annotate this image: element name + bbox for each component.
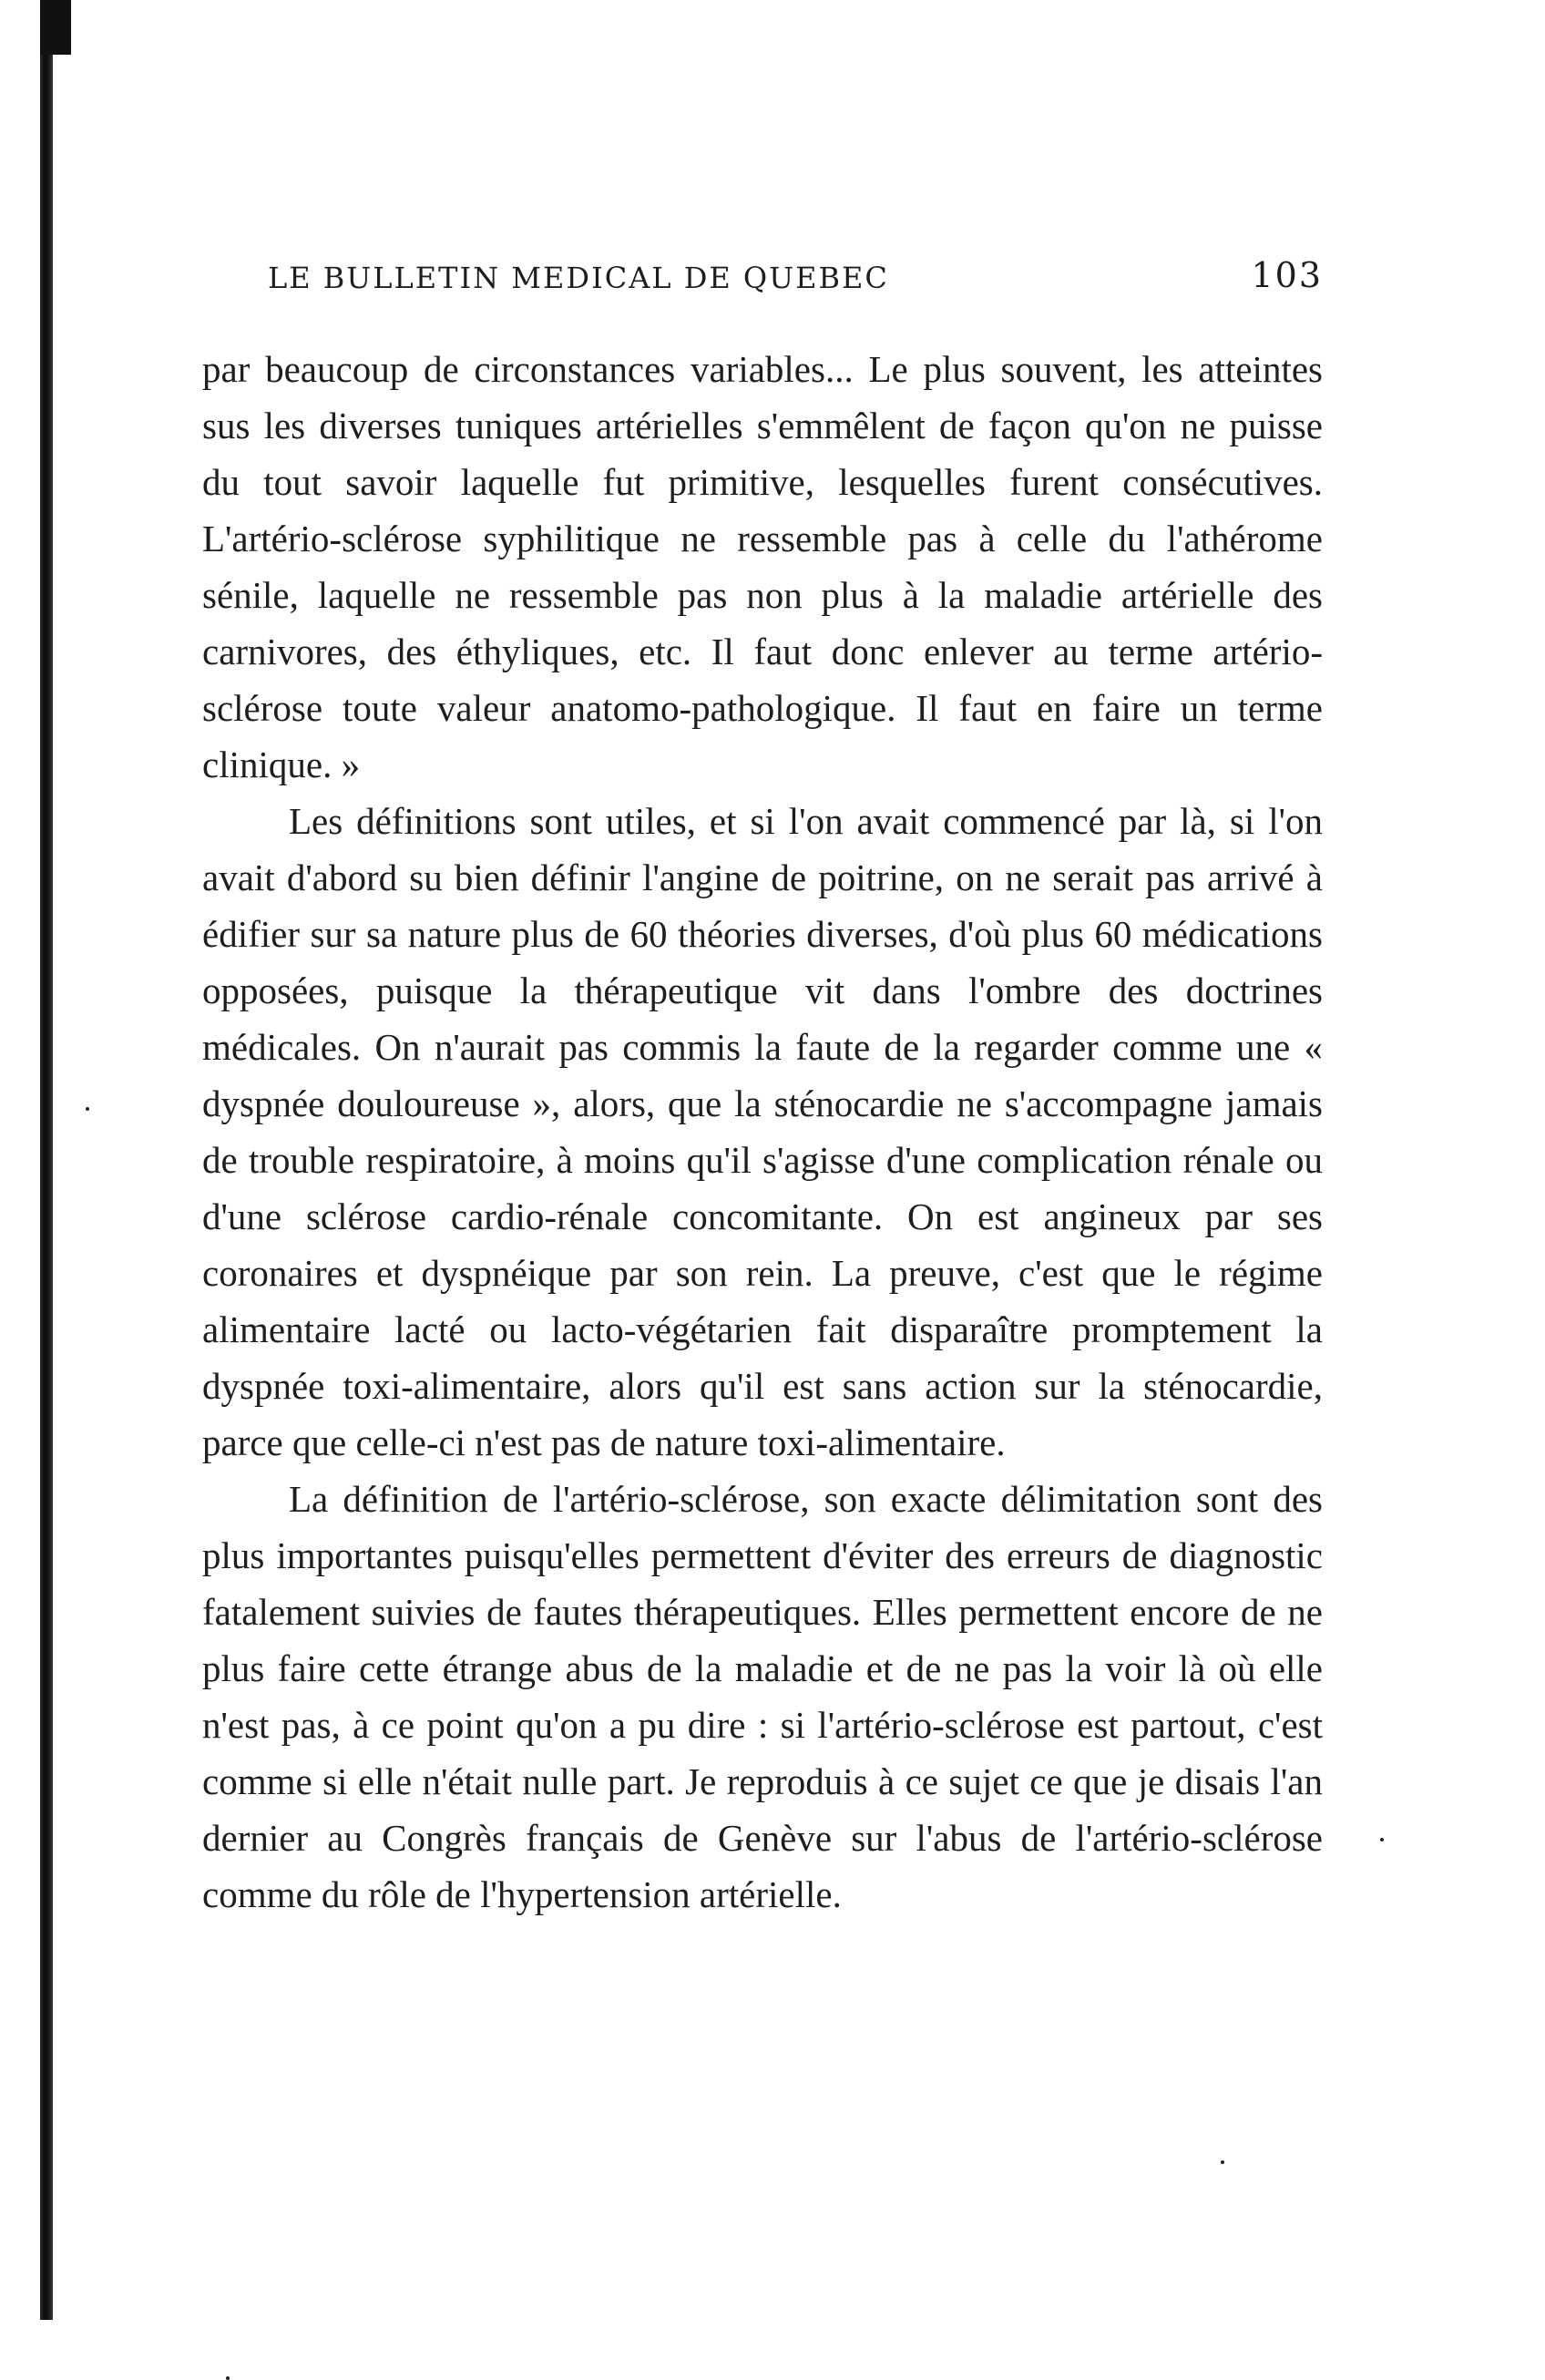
- paragraph-continued: par beaucoup de circonstances variables... Le plus souvent, les atteintes sus les diverses tuniques artérielles s'emmêlent de façon qu'on ne puisse du tout savoir laquelle fut primitive, lesquelles furent consécutives. L'artério-sclérose syphilitique ne ressemble pas à celle du l'athérome sénile, laquelle ne ressemble pas non plus à la maladie artérielle des carnivores, des éthyliques, etc. Il faut donc enlever au terme artério-sclérose toute valeur anatomo-pathologique. Il faut en faire un terme clinique. »: [202, 348, 1323, 785]
- scan-speck: [1380, 1838, 1384, 1841]
- binding-corner-mark: [40, 0, 71, 55]
- paragraph: La définition de l'artério-sclérose, son exacte délimitation sont des plus importantes puisqu'elles permettent d'éviter des erreurs de diagnostic fatalement suivies de fautes thérapeutiques. Elles permettent encore de ne plus faire cette étrange abus de la maladie et de ne pas la voir là où elle n'est pas, à ce point qu'on a pu dire : si l'artério-sclérose est partout, c'est comme si elle n'était nulle part. Je reproduis à ce sujet ce que je disais l'an dernier au Congrès français de Genève sur l'abus de l'artério-sclérose comme du rôle de l'hypertension artérielle.: [202, 1478, 1323, 1915]
- running-head: [202, 255, 1323, 301]
- body-text: [202, 341, 1323, 1923]
- scan-speck: [1221, 2160, 1224, 2164]
- book-page: [202, 0, 1323, 2320]
- scan-speck: [86, 1107, 89, 1111]
- paragraph: Les définitions sont utiles, et si l'on avait commencé par là, si l'on avait d'abord su bien définir l'angine de poitrine, on ne serait pas arrivé à édifier sur sa nature plus de 60 théories diverses, d'où plus 60 médications opposées, puisque la thérapeutique vit dans l'ombre des doctrines médicales. On n'aurait pas commis la faute de la regarder comme une « dyspnée douloureuse », alors, que la sténocardie ne s'accompagne jamais de trouble respiratoire, à moins qu'il s'agisse d'une complication rénale ou d'une sclérose cardio-rénale concomitante. On est angineux par ses coronaires et dyspnéique par son rein. La preuve, c'est que le régime alimentaire lacté ou lacto-végétarien fait disparaître promptement la dyspnée toxi-alimentaire, alors qu'il est sans action sur la sténocardie, parce que celle-ci n'est pas de nature toxi-alimentaire.: [202, 800, 1323, 1463]
- book-binding-edge: [40, 0, 53, 2320]
- running-title: LE BULLETIN MEDICAL DE QUEBEC: [268, 261, 889, 295]
- scan-speck: [226, 2376, 230, 2380]
- page-number: 103: [1251, 255, 1323, 295]
